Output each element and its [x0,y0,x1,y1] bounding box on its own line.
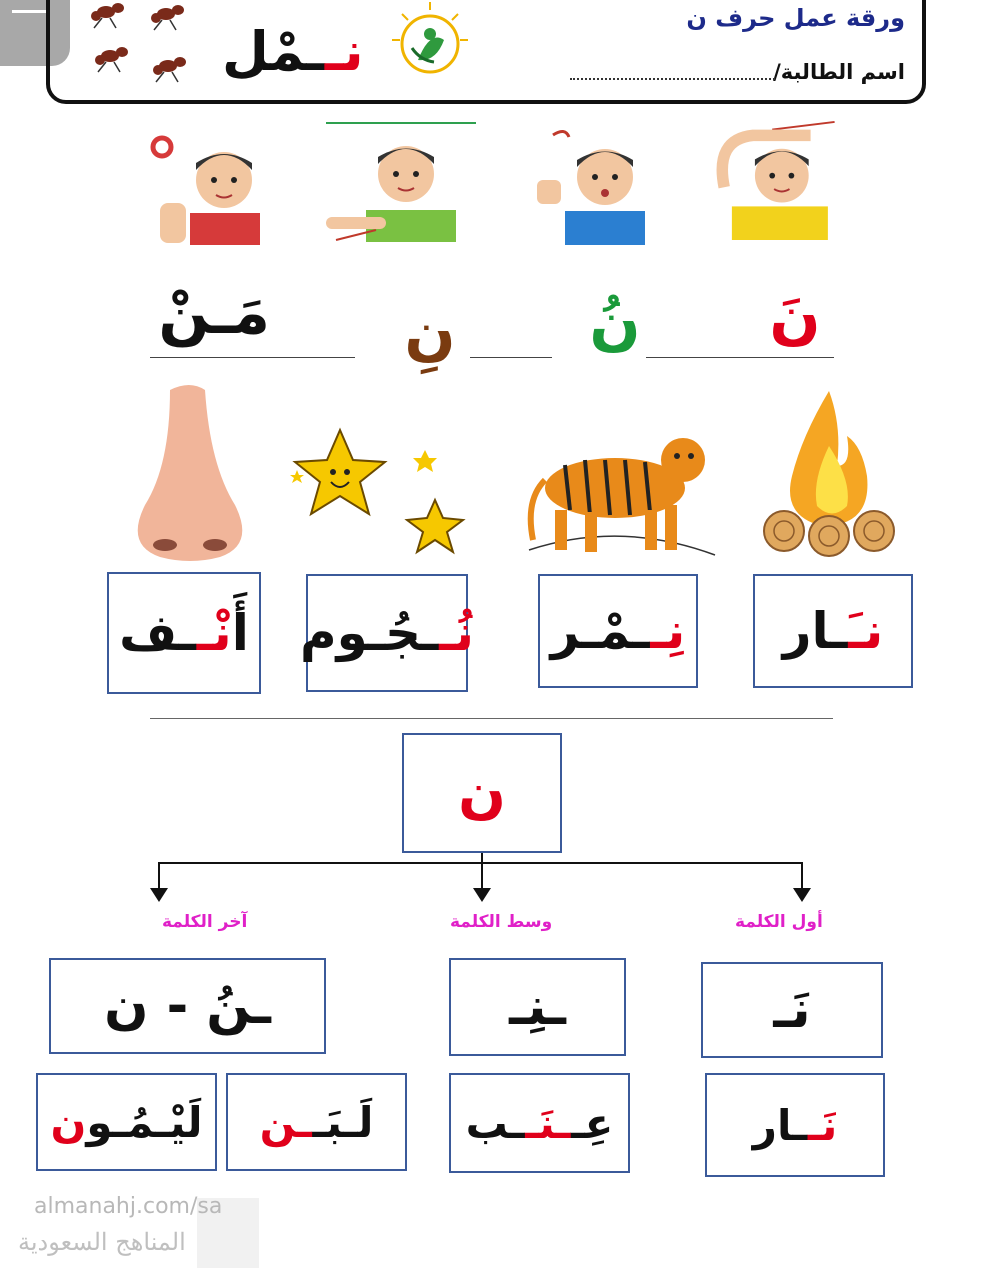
form-box-last: ـنُ - ن [49,958,326,1054]
label-last-position: آخر الكلمة [162,912,248,932]
word-tiger-letter: نِـ [649,602,686,660]
example-laban-letter: ـن [259,1097,312,1147]
damma-line [470,357,552,358]
example-box-laban [226,1073,407,1171]
word-box-fire [753,574,913,688]
center-letter-box: ن [402,733,562,853]
watermark-name: المناهج السعودية [18,1228,186,1256]
letter-kasra: نِ [404,298,456,368]
word-box-tiger [538,574,698,688]
example-laymun-letter: ن [50,1097,87,1147]
word-nose-alif: أَ [231,604,249,662]
worksheet-title: ورقة عمل حرف ن [686,4,905,32]
example-box-inab [449,1073,630,1173]
nose-icon [125,385,255,565]
example-box-nar [705,1073,885,1177]
example-inab-pre: عِـ [570,1098,614,1148]
word-box-nose [107,572,261,694]
fire-icon [762,386,897,561]
example-laymun-pre: لَيْـمُـو [86,1097,203,1147]
fatha-line [646,357,834,358]
title-word-rest: ـمْل [222,20,325,83]
title-word [222,20,364,83]
word-fire-letter: نـَ [847,602,884,660]
letter-sukun-word: مَـنْ [158,278,270,348]
boy-sukun-icon [140,125,270,245]
word-fire-rest: ـار [782,602,848,660]
word-nose-letter: نْـ [195,604,232,662]
arrow-down-icon [793,888,811,902]
label-first-position: أول الكلمة [735,912,823,932]
example-inab-post: ـب [465,1098,525,1148]
title-word-letter: نـ [324,20,364,83]
example-laban-pre: لَـبَـ [311,1097,374,1147]
label-middle-position: وسط الكلمة [450,912,553,932]
watermark-url: almanahj.com/sa [34,1194,223,1219]
school-logo [378,0,482,80]
boy-fatha-icon [712,120,842,240]
section-divider [150,718,833,719]
letter-fatha: نَ [769,282,821,352]
boy-damma-icon [525,125,655,245]
word-tiger-rest: ـمْـر [550,602,650,660]
ants-icon [76,0,206,96]
example-nar-letter: نَـ [807,1100,838,1150]
word-stars-letter: نُـ [438,604,475,662]
boy-kasra-icon [326,122,476,242]
example-box-laymun [36,1073,217,1171]
tiger-icon [525,420,717,560]
student-name-label: اسم الطالبة/ [773,60,905,84]
stars-icon [285,420,477,565]
form-box-first: نَـ [701,962,883,1058]
example-inab-letter: ـنَـ [524,1098,571,1148]
arrow-down-icon [473,888,491,902]
word-stars-rest: ـجُـوم [299,604,439,662]
sukun-line [150,357,355,358]
example-nar-rest: ـار [752,1100,808,1150]
letter-damma: نُ [589,288,641,358]
word-nose-rest: ـف [119,604,196,662]
student-name-field[interactable] [570,78,775,80]
word-box-stars [299,574,475,692]
form-box-middle: ـنِـ [449,958,626,1056]
arrow-down-icon [150,888,168,902]
